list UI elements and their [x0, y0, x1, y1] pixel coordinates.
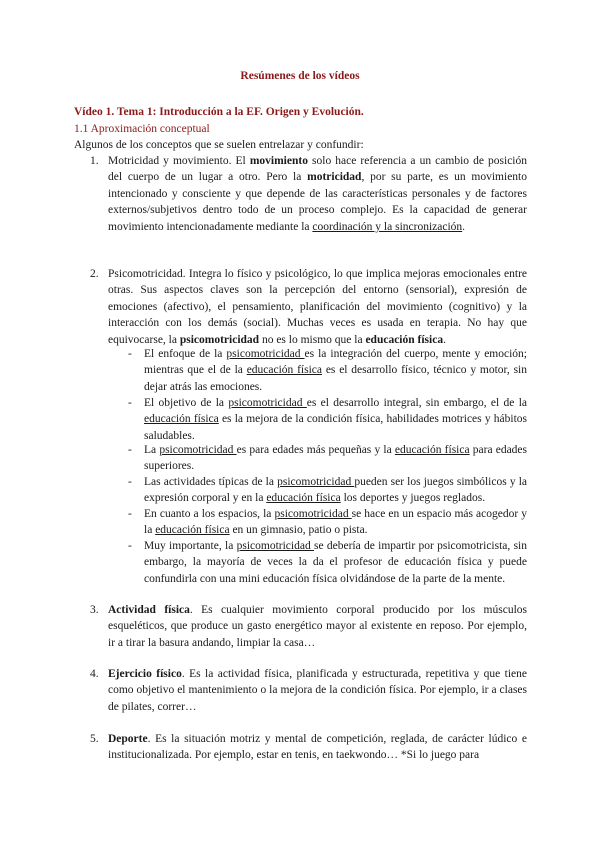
- list-number: 4.: [90, 668, 99, 680]
- sub-item-objetivo: El objetivo de la psicomotricidad es el desarrollo integral, sin embargo, el de la educación física es la mejora de la condición física, habilidades motrices y hábitos saludables.: [144, 397, 528, 442]
- list-item-motricidad: Motricidad y movimiento. El movimiento solo hace referencia a un cambio de posición del cuerpo de un lugar a otro. Pero la motricidad, por su parte, es un movimiento intencionado y consciente y que depende de las características personales y de factores externos/subjetivos dentro todo de un proceso complejo. Es la capacidad de generar movimiento intencionadamente mediante la coordinación y la sincronización.: [108, 155, 527, 233]
- list-number: 5.: [90, 733, 99, 745]
- list-item-psicomotricidad: Psicomotricidad. Integra lo físico y psicológico, lo que implica mejoras emocionales entre otras. Sus aspectos claves son la percepción del entorno (sensorial), expresión de emociones (afectivo), el pensamiento, planificación del movimiento (cognitivo) y la interacción con los demás (social). Muchas veces es usada en terapia. No hay que equivocarse, la psicomotricidad no es lo mismo que la educación física.: [108, 268, 527, 346]
- sub-bullet-dash: -: [128, 508, 132, 520]
- sub-bullet-dash: -: [128, 397, 132, 409]
- sub-bullet-dash: -: [128, 476, 132, 488]
- sub-bullet-dash: -: [128, 444, 132, 456]
- video-heading: Vídeo 1. Tema 1: Introducción a la EF. Origen y Evolución.: [74, 106, 364, 118]
- document-title: Resúmenes de los vídeos: [240, 70, 360, 82]
- sub-bullet-dash: -: [128, 348, 132, 360]
- list-number: 3.: [90, 604, 99, 616]
- sub-item-importante: Muy importante, la psicomotricidad se debería de impartir por psicomotricista, sin embargo, la mayoría de veces la da el profesor de educación física y puede confundirla con una mini educación física olvidándose de la parte de la mente.: [144, 540, 527, 585]
- sub-item-actividades: Las actividades típicas de la psicomotricidad pueden ser los juegos simbólicos y la expresión corporal y en la educación física los deportes y juegos reglados.: [144, 476, 527, 505]
- list-item-actividad-fisica: Actividad física. Es cualquier movimiento corporal producido por los músculos esqueléticos, que produce un gasto energético mayor al existente en reposo. Por ejemplo, ir a tirar la basura andando, limpiar la casa…: [108, 604, 527, 649]
- sub-item-espacios: En cuanto a los espacios, la psicomotricidad se hace en un espacio más acogedor y la educación física en un gimnasio, patio o pista.: [144, 508, 528, 537]
- list-number: 2.: [90, 268, 99, 280]
- section-heading: 1.1 Aproximación conceptual: [74, 123, 210, 135]
- sub-item-enfoque: El enfoque de la psicomotricidad es la integración del cuerpo, mente y emoción; mientras que el de la educación física es el desarrollo físico, técnico y motor, sin dejar atrás las emociones.: [144, 348, 528, 393]
- sub-bullet-dash: -: [128, 540, 132, 552]
- intro-paragraph: Algunos de los conceptos que se suelen entrelazar y confundir:: [74, 139, 364, 151]
- list-item-ejercicio-fisico: Ejercicio físico. Es la actividad física, planificada y estructurada, repetitiva y que tiene como objetivo el mantenimiento o la mejora de la condición física. Por ejemplo, ir a clases de pilates, correr…: [108, 668, 528, 713]
- list-item-deporte: Deporte. Es la situación motriz y mental de competición, reglada, de carácter lúdico e institucionalizada. Por ejemplo, estar en tenis, en taekwondo… *Si lo juego para: [108, 733, 527, 762]
- list-number: 1.: [90, 155, 99, 167]
- sub-item-edades: La psicomotricidad es para edades más pequeñas y la educación física para edades superiores.: [144, 444, 528, 473]
